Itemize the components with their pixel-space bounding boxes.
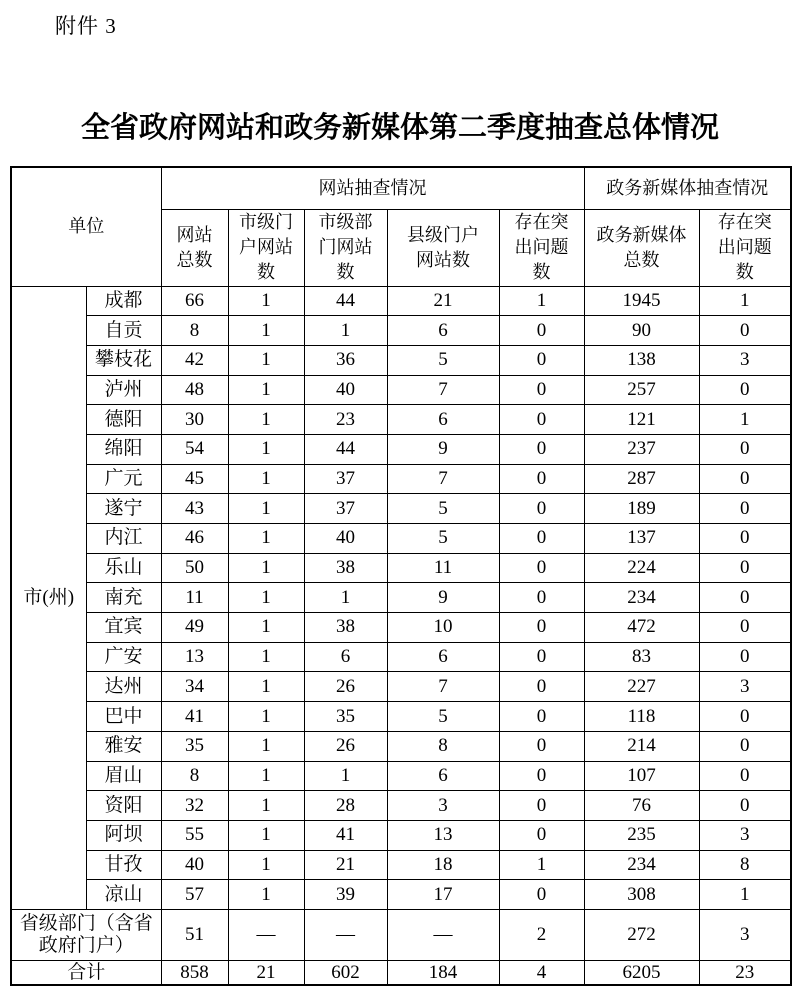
cell: 1 — [228, 375, 304, 405]
cell: 858 — [161, 960, 228, 985]
cell: 37 — [304, 464, 387, 494]
cell: 43 — [161, 494, 228, 524]
table-row-provincial — [11, 909, 791, 960]
cell: 0 — [699, 434, 791, 464]
cell: 5 — [387, 702, 499, 732]
table-row — [11, 702, 791, 732]
cell: 0 — [499, 702, 584, 732]
cell: 41 — [161, 702, 228, 732]
city-name: 凉山 — [86, 880, 161, 910]
cell: 287 — [584, 464, 699, 494]
cell: 0 — [699, 642, 791, 672]
cell: 1 — [228, 286, 304, 316]
table-row — [11, 642, 791, 672]
city-name: 遂宁 — [86, 494, 161, 524]
group-label: 市(州) — [11, 286, 86, 909]
cell: 308 — [584, 880, 699, 910]
cell: 21 — [387, 286, 499, 316]
cell: 3 — [699, 820, 791, 850]
cell: 0 — [499, 820, 584, 850]
cell: 0 — [699, 464, 791, 494]
cell: 9 — [387, 583, 499, 613]
city-name: 绵阳 — [86, 434, 161, 464]
cell: 1 — [304, 316, 387, 346]
page-title: 全省政府网站和政务新媒体第二季度抽查总体情况 — [80, 112, 719, 144]
city-name: 资阳 — [86, 791, 161, 821]
cell: 1 — [228, 583, 304, 613]
city-name: 泸州 — [86, 375, 161, 405]
city-name: 达州 — [86, 672, 161, 702]
cell: 184 — [387, 960, 499, 985]
cell: 44 — [304, 434, 387, 464]
provincial-label: 省级部门（含省政府门户） — [11, 909, 161, 960]
cell: 0 — [499, 880, 584, 910]
cell: 0 — [699, 494, 791, 524]
cell: 38 — [304, 613, 387, 643]
cell: 11 — [387, 553, 499, 583]
cell: 6205 — [584, 960, 699, 985]
cell: 1 — [228, 405, 304, 435]
cell: 45 — [161, 464, 228, 494]
city-name: 巴中 — [86, 702, 161, 732]
cell: 8 — [161, 761, 228, 791]
cell: 227 — [584, 672, 699, 702]
city-name: 眉山 — [86, 761, 161, 791]
cell: 0 — [499, 672, 584, 702]
table-row — [11, 672, 791, 702]
cell: 38 — [304, 553, 387, 583]
inspection-table — [10, 166, 792, 986]
cell: 1945 — [584, 286, 699, 316]
cell: 48 — [161, 375, 228, 405]
cell: 234 — [584, 583, 699, 613]
cell: 54 — [161, 434, 228, 464]
cell: 40 — [161, 850, 228, 880]
cell: 6 — [387, 642, 499, 672]
cell: 235 — [584, 820, 699, 850]
city-name: 成都 — [86, 286, 161, 316]
cell: 0 — [699, 524, 791, 554]
cell: 0 — [499, 494, 584, 524]
cell: 7 — [387, 464, 499, 494]
attachment-label: 附件 3 — [55, 14, 117, 38]
table-row — [11, 850, 791, 880]
table-row — [11, 731, 791, 761]
cell: 1 — [228, 702, 304, 732]
cell: 3 — [699, 672, 791, 702]
cell: 1 — [699, 286, 791, 316]
cell: 272 — [584, 909, 699, 960]
header-newmedia-issues: 存在突出问题数 — [699, 209, 791, 286]
city-name: 南充 — [86, 583, 161, 613]
cell: 1 — [228, 880, 304, 910]
table-row — [11, 434, 791, 464]
city-name: 宜宾 — [86, 613, 161, 643]
cell: 121 — [584, 405, 699, 435]
cell: 0 — [699, 316, 791, 346]
cell: 0 — [499, 375, 584, 405]
table-row — [11, 345, 791, 375]
cell: 9 — [387, 434, 499, 464]
cell: 1 — [228, 761, 304, 791]
cell: 8 — [161, 316, 228, 346]
cell: 3 — [699, 909, 791, 960]
table-row — [11, 405, 791, 435]
table-row — [11, 553, 791, 583]
table-row — [11, 494, 791, 524]
cell: 1 — [228, 434, 304, 464]
cell: 17 — [387, 880, 499, 910]
table-row — [11, 583, 791, 613]
cell: 189 — [584, 494, 699, 524]
cell: 23 — [699, 960, 791, 985]
cell: 23 — [304, 405, 387, 435]
cell: 7 — [387, 672, 499, 702]
total-label: 合计 — [11, 960, 161, 985]
cell: 49 — [161, 613, 228, 643]
table-row — [11, 375, 791, 405]
cell: 4 — [499, 960, 584, 985]
table-row — [11, 761, 791, 791]
cell: 1 — [499, 286, 584, 316]
table-row — [11, 286, 791, 316]
cell: 1 — [499, 850, 584, 880]
cell: 1 — [228, 613, 304, 643]
cell: 0 — [499, 791, 584, 821]
cell: 57 — [161, 880, 228, 910]
header-website-total: 网站总数 — [161, 209, 228, 286]
cell: 224 — [584, 553, 699, 583]
cell: 0 — [499, 405, 584, 435]
cell: 0 — [699, 791, 791, 821]
cell: 0 — [499, 434, 584, 464]
cell: 10 — [387, 613, 499, 643]
header-website-issues: 存在突出问题数 — [499, 209, 584, 286]
cell: 137 — [584, 524, 699, 554]
cell: 0 — [499, 464, 584, 494]
cell: 0 — [499, 583, 584, 613]
header-city-portal: 市级门户网站数 — [228, 209, 304, 286]
table-row — [11, 524, 791, 554]
cell: 1 — [228, 642, 304, 672]
cell: 83 — [584, 642, 699, 672]
cell: — — [304, 909, 387, 960]
cell: 1 — [228, 345, 304, 375]
cell: 5 — [387, 494, 499, 524]
city-name: 甘孜 — [86, 850, 161, 880]
cell: 1 — [228, 850, 304, 880]
city-name: 内江 — [86, 524, 161, 554]
cell: 35 — [161, 731, 228, 761]
cell: 26 — [304, 731, 387, 761]
header-website-group: 网站抽查情况 — [161, 167, 584, 209]
cell: 37 — [304, 494, 387, 524]
cell: 0 — [699, 731, 791, 761]
cell: 214 — [584, 731, 699, 761]
cell: 0 — [499, 316, 584, 346]
cell: 13 — [161, 642, 228, 672]
cell: 138 — [584, 345, 699, 375]
header-county-portal: 县级门户网站数 — [387, 209, 499, 286]
cell: 2 — [499, 909, 584, 960]
table-row — [11, 880, 791, 910]
cell: 0 — [699, 583, 791, 613]
cell: — — [387, 909, 499, 960]
cell: 76 — [584, 791, 699, 821]
cell: 40 — [304, 375, 387, 405]
cell: 21 — [228, 960, 304, 985]
city-name: 广安 — [86, 642, 161, 672]
cell: 1 — [304, 583, 387, 613]
cell: 0 — [699, 761, 791, 791]
city-name: 德阳 — [86, 405, 161, 435]
header-newmedia-total: 政务新媒体总数 — [584, 209, 699, 286]
cell: 36 — [304, 345, 387, 375]
cell: 0 — [499, 553, 584, 583]
table-row — [11, 316, 791, 346]
cell: 602 — [304, 960, 387, 985]
cell: 6 — [387, 316, 499, 346]
cell: 3 — [387, 791, 499, 821]
table-row — [11, 613, 791, 643]
city-name: 攀枝花 — [86, 345, 161, 375]
cell: 0 — [499, 524, 584, 554]
table-row — [11, 820, 791, 850]
cell: 8 — [387, 731, 499, 761]
cell: 1 — [228, 820, 304, 850]
cell: 13 — [387, 820, 499, 850]
cell: 118 — [584, 702, 699, 732]
header-row-groups — [11, 167, 791, 209]
cell: 44 — [304, 286, 387, 316]
cell: 0 — [699, 375, 791, 405]
cell: 6 — [387, 405, 499, 435]
cell: 0 — [699, 553, 791, 583]
cell: 55 — [161, 820, 228, 850]
cell: 0 — [699, 702, 791, 732]
cell: 1 — [228, 672, 304, 702]
cell: 0 — [699, 613, 791, 643]
cell: 39 — [304, 880, 387, 910]
cell: 0 — [499, 642, 584, 672]
cell: 30 — [161, 405, 228, 435]
cell: 107 — [584, 761, 699, 791]
city-name: 阿坝 — [86, 820, 161, 850]
cell: 1 — [228, 524, 304, 554]
cell: 26 — [304, 672, 387, 702]
cell: 5 — [387, 345, 499, 375]
cell: 1 — [228, 731, 304, 761]
cell: 21 — [304, 850, 387, 880]
cell: 472 — [584, 613, 699, 643]
table-row — [11, 791, 791, 821]
table-row — [11, 464, 791, 494]
city-name: 雅安 — [86, 731, 161, 761]
cell: 46 — [161, 524, 228, 554]
cell: 234 — [584, 850, 699, 880]
cell: 1 — [228, 464, 304, 494]
cell: 1 — [228, 494, 304, 524]
cell: 40 — [304, 524, 387, 554]
city-name: 广元 — [86, 464, 161, 494]
cell: 1 — [699, 880, 791, 910]
cell: 66 — [161, 286, 228, 316]
table-row-total — [11, 960, 791, 985]
cell: 1 — [228, 553, 304, 583]
cell: 35 — [304, 702, 387, 732]
cell: 32 — [161, 791, 228, 821]
cell: 1 — [304, 761, 387, 791]
cell: 7 — [387, 375, 499, 405]
cell: 0 — [499, 761, 584, 791]
header-city-dept: 市级部门网站数 — [304, 209, 387, 286]
cell: 6 — [387, 761, 499, 791]
cell: 3 — [699, 345, 791, 375]
cell: 6 — [304, 642, 387, 672]
cell: 5 — [387, 524, 499, 554]
cell: 18 — [387, 850, 499, 880]
cell: 51 — [161, 909, 228, 960]
cell: — — [228, 909, 304, 960]
cell: 257 — [584, 375, 699, 405]
city-name: 乐山 — [86, 553, 161, 583]
cell: 11 — [161, 583, 228, 613]
cell: 237 — [584, 434, 699, 464]
cell: 34 — [161, 672, 228, 702]
cell: 1 — [228, 791, 304, 821]
cell: 42 — [161, 345, 228, 375]
cell: 1 — [228, 316, 304, 346]
cell: 41 — [304, 820, 387, 850]
header-newmedia-group: 政务新媒体抽查情况 — [584, 167, 791, 209]
header-unit: 单位 — [11, 167, 161, 286]
cell: 0 — [499, 731, 584, 761]
cell: 0 — [499, 345, 584, 375]
city-name: 自贡 — [86, 316, 161, 346]
cell: 1 — [699, 405, 791, 435]
cell: 8 — [699, 850, 791, 880]
cell: 0 — [499, 613, 584, 643]
cell: 50 — [161, 553, 228, 583]
cell: 28 — [304, 791, 387, 821]
cell: 90 — [584, 316, 699, 346]
